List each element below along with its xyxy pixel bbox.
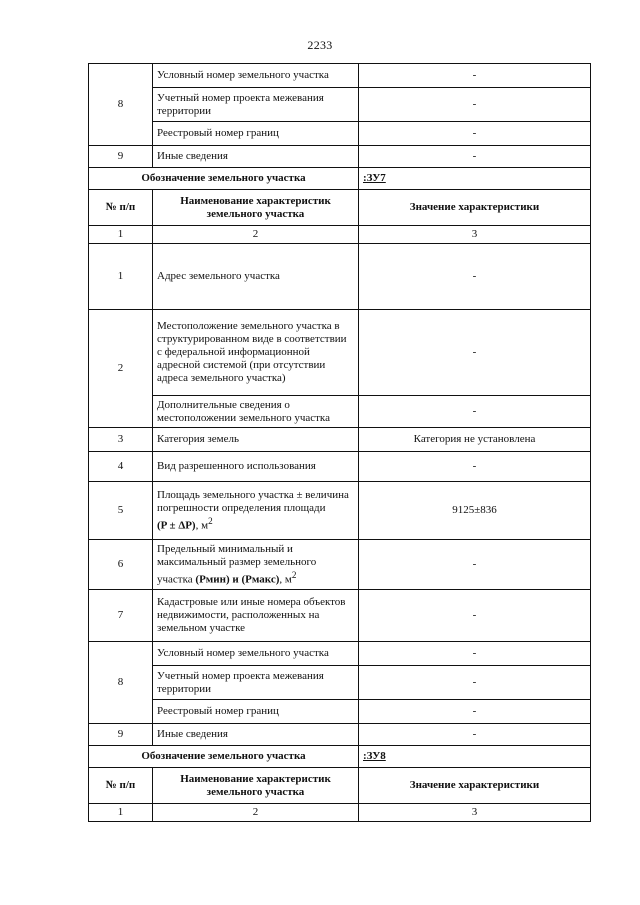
- row-number: 7: [89, 590, 153, 642]
- characteristic-label: Иные сведения: [153, 146, 359, 168]
- area-label-text: Площадь земельного участка ± величина погрешности определения площади: [157, 488, 349, 514]
- row-number: 9: [89, 724, 153, 746]
- characteristic-value: -: [359, 724, 591, 746]
- table-row: [89, 310, 591, 396]
- table-row: [89, 540, 591, 590]
- area-formula: (P ± ΔP): [157, 519, 196, 532]
- plot-designation-value: :ЗУ8: [363, 750, 386, 762]
- table-row: [89, 482, 591, 540]
- characteristic-value: -: [359, 146, 591, 168]
- table-header-row: [89, 190, 591, 226]
- characteristic-value: Категория не установлена: [359, 428, 591, 452]
- characteristic-value: -: [359, 64, 591, 88]
- row-number: 8: [89, 64, 153, 146]
- column-index: 1: [89, 804, 153, 822]
- row-number: 6: [89, 540, 153, 590]
- characteristic-value: -: [359, 540, 591, 590]
- characteristic-label: Кадастровые или иные номера объектов недвижимости, расположенных на земельном участке: [153, 590, 359, 642]
- characteristic-value: -: [359, 452, 591, 482]
- area-unit: , м: [195, 519, 209, 532]
- table-row: [89, 146, 591, 168]
- row-number: 1: [89, 244, 153, 310]
- column-index: 2: [153, 226, 359, 244]
- size-label-text: Предельный минимальный и максимальный размер земельного участка: [157, 542, 317, 586]
- column-header-number: № п/п: [89, 768, 153, 804]
- row-number: 4: [89, 452, 153, 482]
- table-row: [89, 122, 591, 146]
- plot-title-row: [89, 746, 591, 768]
- area-unit-superscript: 2: [208, 515, 213, 526]
- land-plot-characteristics-table: [88, 63, 591, 822]
- column-index: 2: [153, 804, 359, 822]
- characteristic-label: [153, 540, 359, 590]
- characteristic-value: -: [359, 244, 591, 310]
- characteristic-label: Учетный номер проекта межевания территории: [153, 88, 359, 122]
- size-unit: , м: [279, 573, 292, 586]
- table-row: [89, 244, 591, 310]
- plot-designation-label: Обозначение земельного участка: [89, 168, 359, 190]
- characteristic-label: [153, 482, 359, 540]
- column-index: 1: [89, 226, 153, 244]
- plot-designation-value: :ЗУ7: [363, 172, 386, 184]
- table-row: [89, 452, 591, 482]
- characteristic-label: Условный номер земельного участка: [153, 64, 359, 88]
- table-row: [89, 590, 591, 642]
- column-header-name: Наименование характеристик земельного участка: [153, 190, 359, 226]
- size-formula: (Pмин) и (Pмакс): [195, 573, 280, 586]
- table-row: [89, 88, 591, 122]
- characteristic-label: Дополнительные сведения о местоположении земельного участка: [153, 396, 359, 428]
- characteristic-value: -: [359, 310, 591, 396]
- row-number: 2: [89, 310, 153, 428]
- characteristic-value: -: [359, 700, 591, 724]
- column-header-number: № п/п: [89, 190, 153, 226]
- column-index-row: [89, 226, 591, 244]
- characteristic-value: -: [359, 666, 591, 700]
- column-header-value: Значение характеристики: [359, 768, 591, 804]
- table-row: [89, 724, 591, 746]
- plot-designation-label: Обозначение земельного участка: [89, 746, 359, 768]
- characteristic-label: Категория земель: [153, 428, 359, 452]
- table-header-row: [89, 768, 591, 804]
- characteristic-label: Адрес земельного участка: [153, 244, 359, 310]
- characteristic-label: Иные сведения: [153, 724, 359, 746]
- table-row: [89, 666, 591, 700]
- table-row: [89, 64, 591, 88]
- characteristic-label: Реестровый номер границ: [153, 700, 359, 724]
- row-number: 3: [89, 428, 153, 452]
- column-index: 3: [359, 226, 591, 244]
- size-unit-superscript: 2: [291, 569, 297, 580]
- characteristic-value: -: [359, 590, 591, 642]
- characteristic-value: -: [359, 122, 591, 146]
- characteristic-value: -: [359, 642, 591, 666]
- characteristic-value: -: [359, 88, 591, 122]
- column-index: 3: [359, 804, 591, 822]
- column-header-value: Значение характеристики: [359, 190, 591, 226]
- characteristic-label: Вид разрешенного использования: [153, 452, 359, 482]
- row-number: 9: [89, 146, 153, 168]
- table-row: [89, 396, 591, 428]
- characteristic-label: Местоположение земельного участка в структурированном виде в соответствии с федеральной информационной адресной системой (при отсутствии адреса земельного участка): [153, 310, 359, 396]
- row-number: 8: [89, 642, 153, 724]
- table-row: [89, 428, 591, 452]
- column-index-row: [89, 804, 591, 822]
- table-row: [89, 642, 591, 666]
- column-header-name: Наименование характеристик земельного участка: [153, 768, 359, 804]
- characteristic-value: 9125±836: [359, 482, 591, 540]
- characteristic-label: Учетный номер проекта межевания территории: [153, 666, 359, 700]
- characteristic-label: Реестровый номер границ: [153, 122, 359, 146]
- characteristic-value: -: [359, 396, 591, 428]
- page-number: 2233: [307, 38, 333, 52]
- table-row: [89, 700, 591, 724]
- row-number: 5: [89, 482, 153, 540]
- plot-title-row: [89, 168, 591, 190]
- characteristic-label: Условный номер земельного участка: [153, 642, 359, 666]
